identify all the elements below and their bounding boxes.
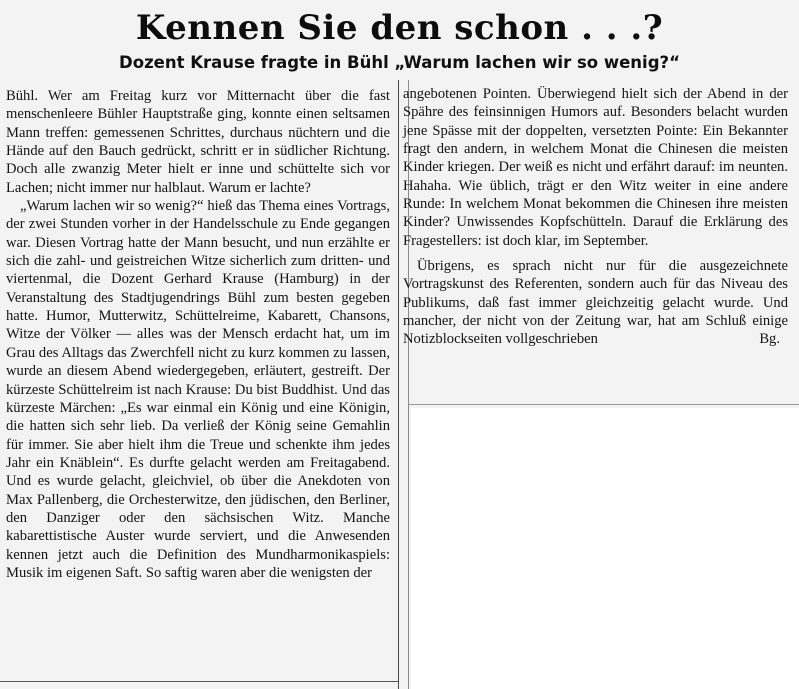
blank-area (411, 408, 799, 689)
paragraph-pointe: angebotenen Pointen. Überwiegend hielt sich der Abend in der Spähre des feinsinnigen Humors auf. Besonders belacht wurden jene Spässe mit der doppelten, versetzten Pointe: Ein Bekannter fragt den andern, in welchem Monat die Chinesen die meisten Kinder kriegen. Der weiß es nicht und erfährt darauf: im neunten. Hahaha. Wie üblich, trägt er den Witz weiter in eine andere Runde: In welchem Monat bekommen die Chinesen ihre meisten Kinder? Unwissendes Kopfschütteln. Darauf die Erklärung des Fragestellers: ist doch klar, im September. (403, 86, 788, 249)
column-divider (398, 80, 399, 689)
article-headline: Kennen Sie den schon . . .? (135, 8, 664, 48)
bottom-rule (0, 681, 398, 682)
paragraph-intro: Bühl. Wer am Freitag kurz vor Mitternacht über die fast menschenleere Bühler Hauptstraße ging, konnte einen seltsamen Mann treffen: gemessenen Schrittes, durchaus nüchtern und die Hände auf den Bauch gedrückt, schritt er in südlicher Richtung. Doch alle zwanzig Meter hielt er inne und schüttelte sich vor Lachen; nicht immer nur halblaut. Warum er lachte? (6, 88, 390, 196)
article-right-column (403, 85, 788, 349)
article-subheadline: Dozent Krause fragte in Bühl „Warum lachen wir so wenig?“ (119, 53, 680, 72)
author-signature: Bg. (759, 331, 780, 348)
paragraph-closing (403, 257, 788, 349)
article-left-column (6, 87, 390, 671)
paragraph-lecture: „Warum lachen wir so wenig?“ hieß das Thema eines Vortrags, der zwei Stunden vorher in der Handelsschule zu Ende gegangen war. Diesen Vortrag hatte der Mann besucht, und nun erzählte er sich die zahl- und geistreichen Witze sicherlich zum dritten- und viertenmal, die Dozent Gerhard Krause (Hamburg) in der Veranstaltung des Stadtjugendrings Bühl zum besten gegeben hatte. Humor, Mutterwitz, Schüttelreime, Kabarett, Chansons, Witze der Völker — alles was der Mensch erdacht hat, um im Grau des Alltags das Zwerchfell nicht zu kurz kommen zu lassen, wurde an diesem Abend wiedergegeben, erläutert, gestreift. Der kürzeste Schüttelreim ist nach Krause: Du bist Buddhist. Und das kürzeste Märchen: „Es war einmal ein König und eine Königin, die hatten sich sehr lieb. Da verließ der König seine Gemahlin für immer. Sie aber hielt ihm die Treue und schenkte ihm jedes Jahr ein Knäblein“. Es durfte gelacht werden am Freitagabend. Und es wurde gelacht, gleichviel, ob über die Anekdoten von Max Pallenberg, die Orchesterwitze, den jüdischen, den Berliner, den Danziger oder den sächsischen Witz. Manche kabarettistische Auster wurde serviert, und die Anwesenden kennen jetzt auch die Definition des Mundharmonikaspiels: Musik im eigenen Saft. So saftig waren aber die wenigsten der (6, 198, 390, 581)
right-column-end-rule (408, 404, 799, 405)
closing-text: Übrigens, es sprach nicht nur für die ausgezeichnete Vortragskunst des Referenten, sondern auch für das Niveau des Publikums, daß fast immer gleichzeitig gelacht wurde. Und mancher, der nicht von der Zeitung war, hat am Schluß einige Notizblockseiten vollgeschrieben (403, 258, 788, 348)
